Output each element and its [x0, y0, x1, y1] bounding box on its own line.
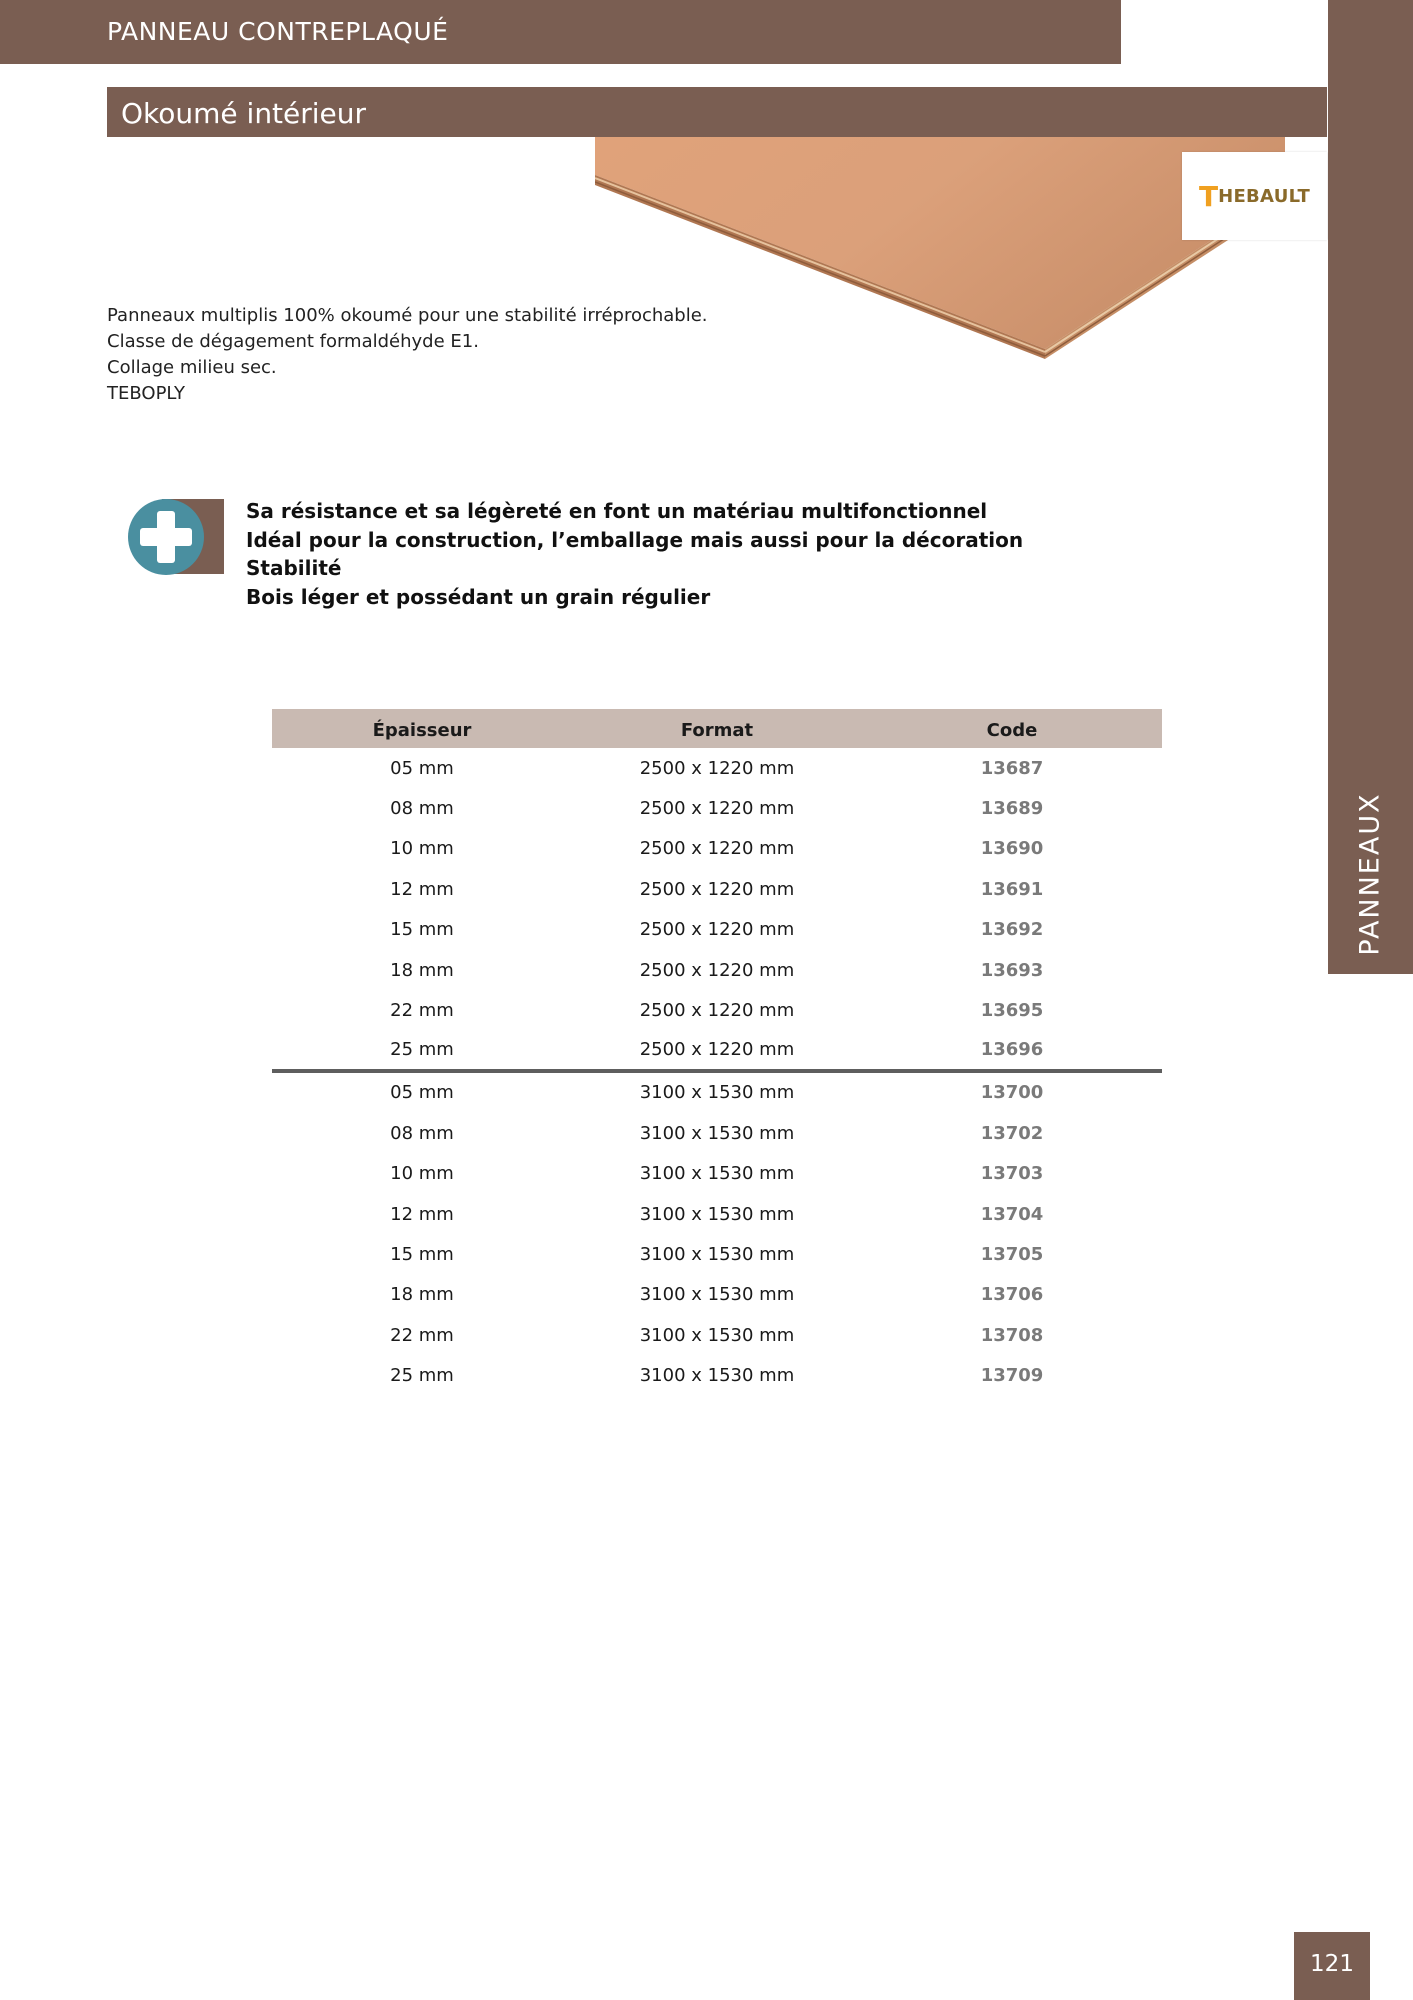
cell-thickness: 15 mm — [390, 1243, 454, 1265]
table-row — [272, 829, 1162, 869]
cell-code: 13696 — [862, 1031, 1162, 1071]
cell-thickness: 15 mm — [390, 919, 454, 941]
cell-code: 13695 — [980, 1000, 1044, 1022]
table-row — [272, 1355, 1162, 1395]
cell-thickness: 12 mm — [390, 878, 454, 900]
spec-table — [272, 709, 1162, 1396]
cell-thickness: 22 mm — [390, 1000, 454, 1022]
header-code: Code — [862, 709, 1162, 748]
cell-thickness: 05 mm — [390, 757, 454, 779]
cell-format: 3100 x 1530 mm — [639, 1122, 795, 1144]
cell-format: 2500 x 1220 mm — [639, 798, 795, 820]
cell-code: 13702 — [980, 1122, 1044, 1144]
table-row — [272, 950, 1162, 990]
table-row — [272, 1071, 1162, 1113]
table-row — [272, 788, 1162, 828]
table-row — [272, 910, 1162, 950]
cell-format: 2500 x 1220 mm — [639, 1000, 795, 1022]
category-title: PANNEAU CONTREPLAQUÉ — [107, 17, 449, 46]
feature-item: Bois léger et possédant un grain régulier — [246, 584, 711, 609]
product-description — [107, 303, 708, 407]
cell-thickness: 18 mm — [390, 1284, 454, 1306]
cell-code: 13693 — [980, 959, 1044, 981]
cell-code: 13704 — [980, 1203, 1044, 1225]
side-tab-label: PANNEAUX — [1354, 792, 1386, 956]
description-line: Classe de dégagement formaldéhyde E1. — [107, 331, 479, 352]
cell-format: 3100 x 1530 mm — [639, 1203, 795, 1225]
feature-item: Idéal pour la construction, l’emballage mais aussi pour la décoration — [246, 527, 1024, 552]
description-line: TEBOPLY — [107, 383, 186, 404]
feature-list — [246, 497, 1023, 611]
category-banner — [0, 0, 1121, 64]
cell-thickness: 22 mm — [390, 1324, 454, 1346]
cell-thickness: 10 mm — [390, 1163, 454, 1185]
description-line: Collage milieu sec. — [107, 357, 277, 378]
table-row — [272, 1275, 1162, 1315]
feature-item: Stabilité — [246, 556, 342, 580]
header-format: Format — [572, 709, 862, 748]
header-thickness: Épaisseur — [272, 709, 572, 748]
section-title: Okoumé intérieur — [121, 97, 367, 130]
cell-format: 3100 x 1530 mm — [639, 1324, 795, 1346]
description-line: Panneaux multiplis 100% okoumé pour une stabilité irréprochable. — [107, 305, 708, 326]
section-title-bar — [107, 87, 1327, 137]
cell-code: 13705 — [980, 1243, 1044, 1265]
table-row — [272, 748, 1162, 788]
table-row — [272, 1315, 1162, 1355]
thebault-logo — [1182, 152, 1327, 240]
cell-thickness: 25 mm — [272, 1031, 572, 1071]
cell-format: 2500 x 1220 mm — [639, 919, 795, 941]
cell-thickness: 12 mm — [390, 1203, 454, 1225]
cell-code: 13706 — [980, 1284, 1044, 1306]
cell-code: 13690 — [980, 838, 1044, 860]
cell-code: 13709 — [980, 1365, 1044, 1387]
cell-format: 3100 x 1530 mm — [639, 1163, 795, 1185]
feature-item: Sa résistance et sa légèreté en font un matériau multifonctionnel — [246, 499, 988, 523]
table-row — [272, 1154, 1162, 1194]
page-number: 121 — [1294, 1932, 1370, 2000]
cell-code: 13691 — [980, 878, 1044, 900]
table-header-row — [272, 709, 1162, 748]
table-body — [272, 748, 1162, 1396]
logo-initial: T — [1198, 179, 1219, 213]
cell-format: 2500 x 1220 mm — [639, 959, 795, 981]
logo-text: HEBAULT — [1218, 185, 1311, 207]
cell-code: 13703 — [980, 1163, 1044, 1185]
cell-code: 13692 — [980, 919, 1044, 941]
cell-format: 3100 x 1530 mm — [639, 1365, 795, 1387]
cell-format: 3100 x 1530 mm — [639, 1284, 795, 1306]
cell-thickness: 25 mm — [390, 1365, 454, 1387]
cell-thickness: 10 mm — [390, 838, 454, 860]
cell-code: 13687 — [980, 757, 1044, 779]
cell-format: 3100 x 1530 mm — [639, 1243, 795, 1265]
cell-format: 2500 x 1220 mm — [639, 878, 795, 900]
table-row — [272, 869, 1162, 909]
cell-thickness: 08 mm — [390, 798, 454, 820]
table-row — [272, 1234, 1162, 1274]
cell-format: 2500 x 1220 mm — [639, 757, 795, 779]
cell-code: 13689 — [980, 798, 1044, 820]
cell-format: 2500 x 1220 mm — [572, 1031, 862, 1071]
cell-format: 2500 x 1220 mm — [639, 838, 795, 860]
cell-format: 3100 x 1530 mm — [639, 1082, 795, 1104]
table-row — [272, 990, 1162, 1030]
cell-thickness: 08 mm — [390, 1122, 454, 1144]
cell-code: 13700 — [980, 1082, 1044, 1104]
table-row — [272, 1194, 1162, 1234]
table-row — [272, 1113, 1162, 1153]
table-row — [272, 1031, 1162, 1071]
cell-thickness: 05 mm — [390, 1082, 454, 1104]
cell-thickness: 18 mm — [390, 959, 454, 981]
cell-code: 13708 — [980, 1324, 1044, 1346]
plus-icon — [126, 497, 224, 576]
